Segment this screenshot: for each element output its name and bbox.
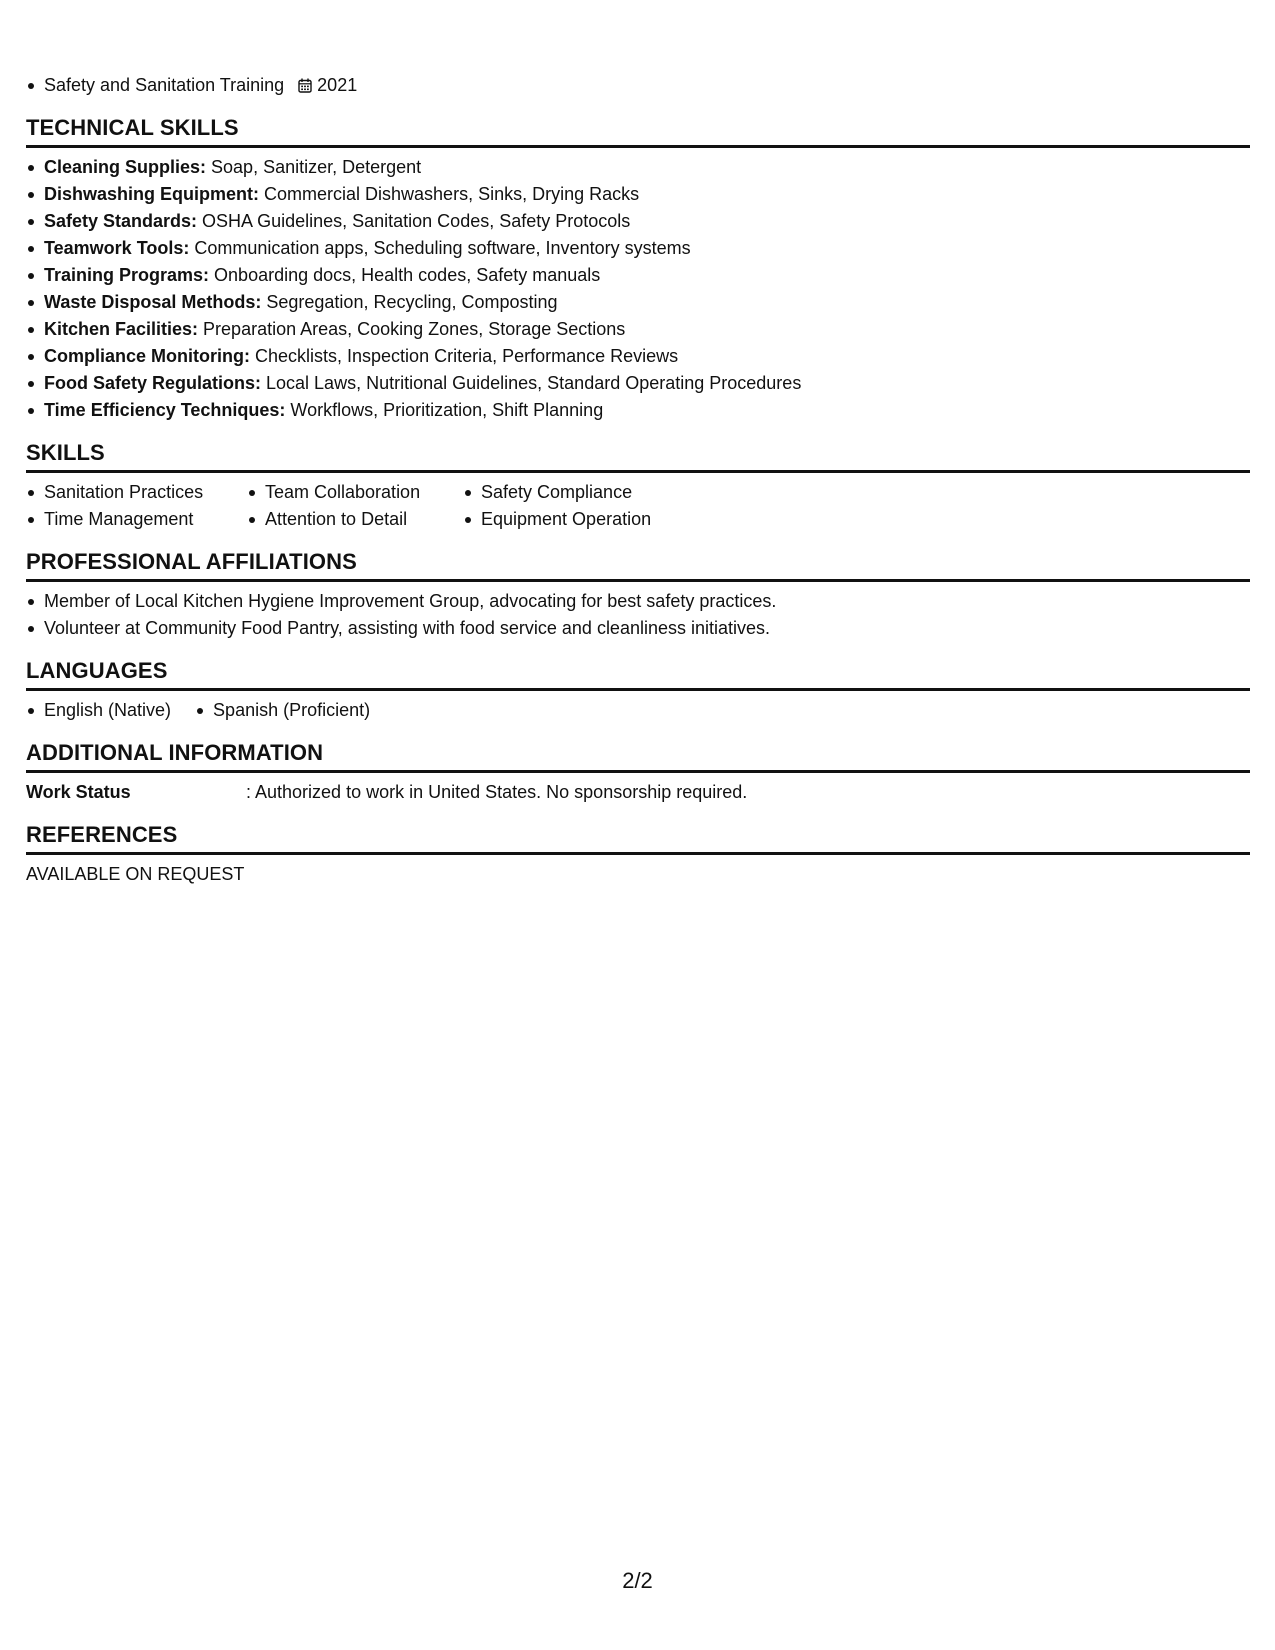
language-item: English (Native)	[44, 697, 171, 724]
work-status-value: : Authorized to work in United States. No sponsorship required.	[246, 782, 748, 802]
skill-values: Local Laws, Nutritional Guidelines, Standard Operating Procedures	[261, 373, 802, 393]
page-number: 2/2	[622, 1568, 653, 1593]
skill-item: Time Management	[44, 506, 239, 533]
skill-item: Team Collaboration	[265, 479, 455, 506]
technical-skill-item	[44, 235, 1250, 262]
technical-skill-item	[44, 370, 1250, 397]
technical-skills-section	[26, 115, 1250, 424]
language-item: Spanish (Proficient)	[213, 697, 370, 724]
technical-skill-item	[44, 343, 1250, 370]
certification-item	[44, 72, 1250, 99]
section-title-additional-info: ADDITIONAL INFORMATION	[26, 740, 1250, 773]
skill-item: Safety Compliance	[481, 479, 651, 506]
work-status-label: Work Status	[26, 782, 131, 802]
section-title-skills: SKILLS	[26, 440, 1250, 473]
references-text: AVAILABLE ON REQUEST	[26, 864, 245, 884]
skill-values: Communication apps, Scheduling software, Inventory systems	[189, 238, 691, 258]
skill-values: Onboarding docs, Health codes, Safety manuals	[209, 265, 601, 285]
certification-list	[26, 72, 1250, 99]
skill-values: Commercial Dishwashers, Sinks, Drying Racks	[259, 184, 640, 204]
skill-category: Safety Standards:	[44, 211, 198, 231]
technical-skill-item	[44, 208, 1250, 235]
section-title-affiliations: PROFESSIONAL AFFILIATIONS	[26, 549, 1250, 582]
section-title-languages: LANGUAGES	[26, 658, 1250, 691]
skill-category: Time Efficiency Techniques:	[44, 400, 286, 420]
references-section	[26, 822, 1250, 888]
skill-category: Training Programs:	[44, 265, 210, 285]
skill-values: Preparation Areas, Cooking Zones, Storage Sections	[198, 319, 626, 339]
skill-category: Teamwork Tools:	[44, 238, 190, 258]
technical-skill-item	[44, 262, 1250, 289]
resume-page	[26, 72, 1250, 888]
affiliation-item: Volunteer at Community Food Pantry, assisting with food service and cleanliness initiatives.	[44, 615, 1250, 642]
additional-info-section	[26, 740, 1250, 806]
affiliations-list	[26, 588, 1250, 642]
section-title-technical-skills: TECHNICAL SKILLS	[26, 115, 1250, 148]
technical-skills-list	[26, 154, 1250, 424]
skills-grid	[26, 479, 1250, 533]
skill-category: Waste Disposal Methods:	[44, 292, 262, 312]
skill-values: Checklists, Inspection Criteria, Performance Reviews	[250, 346, 679, 366]
skill-item: Sanitation Practices	[44, 479, 239, 506]
work-status-row	[26, 779, 1250, 806]
skill-category: Kitchen Facilities:	[44, 319, 199, 339]
skill-values: Soap, Sanitizer, Detergent	[206, 157, 422, 177]
skill-category: Cleaning Supplies:	[44, 157, 207, 177]
skill-item: Equipment Operation	[481, 506, 651, 533]
skills-column	[26, 479, 239, 533]
languages-list	[26, 697, 1250, 724]
technical-skill-item	[44, 289, 1250, 316]
skills-column	[463, 479, 651, 533]
section-title-references: REFERENCES	[26, 822, 1250, 855]
certification-name: Safety and Sanitation Training	[44, 75, 285, 95]
calendar-icon	[298, 78, 312, 93]
affiliations-section	[26, 549, 1250, 642]
skills-column	[247, 479, 455, 533]
skill-values: OSHA Guidelines, Sanitation Codes, Safety Protocols	[197, 211, 631, 231]
skill-category: Compliance Monitoring:	[44, 346, 250, 366]
technical-skill-item	[44, 316, 1250, 343]
skill-category: Dishwashing Equipment:	[44, 184, 260, 204]
skill-values: Segregation, Recycling, Composting	[261, 292, 558, 312]
technical-skill-item	[44, 181, 1250, 208]
skill-values: Workflows, Prioritization, Shift Planning	[285, 400, 604, 420]
skill-category: Food Safety Regulations:	[44, 373, 262, 393]
affiliation-item: Member of Local Kitchen Hygiene Improvement Group, advocating for best safety practices.	[44, 588, 1250, 615]
skill-item: Attention to Detail	[265, 506, 455, 533]
skills-section	[26, 440, 1250, 533]
certification-year: 2021	[317, 75, 358, 95]
languages-section	[26, 658, 1250, 724]
technical-skill-item	[44, 397, 1250, 424]
technical-skill-item	[44, 154, 1250, 181]
